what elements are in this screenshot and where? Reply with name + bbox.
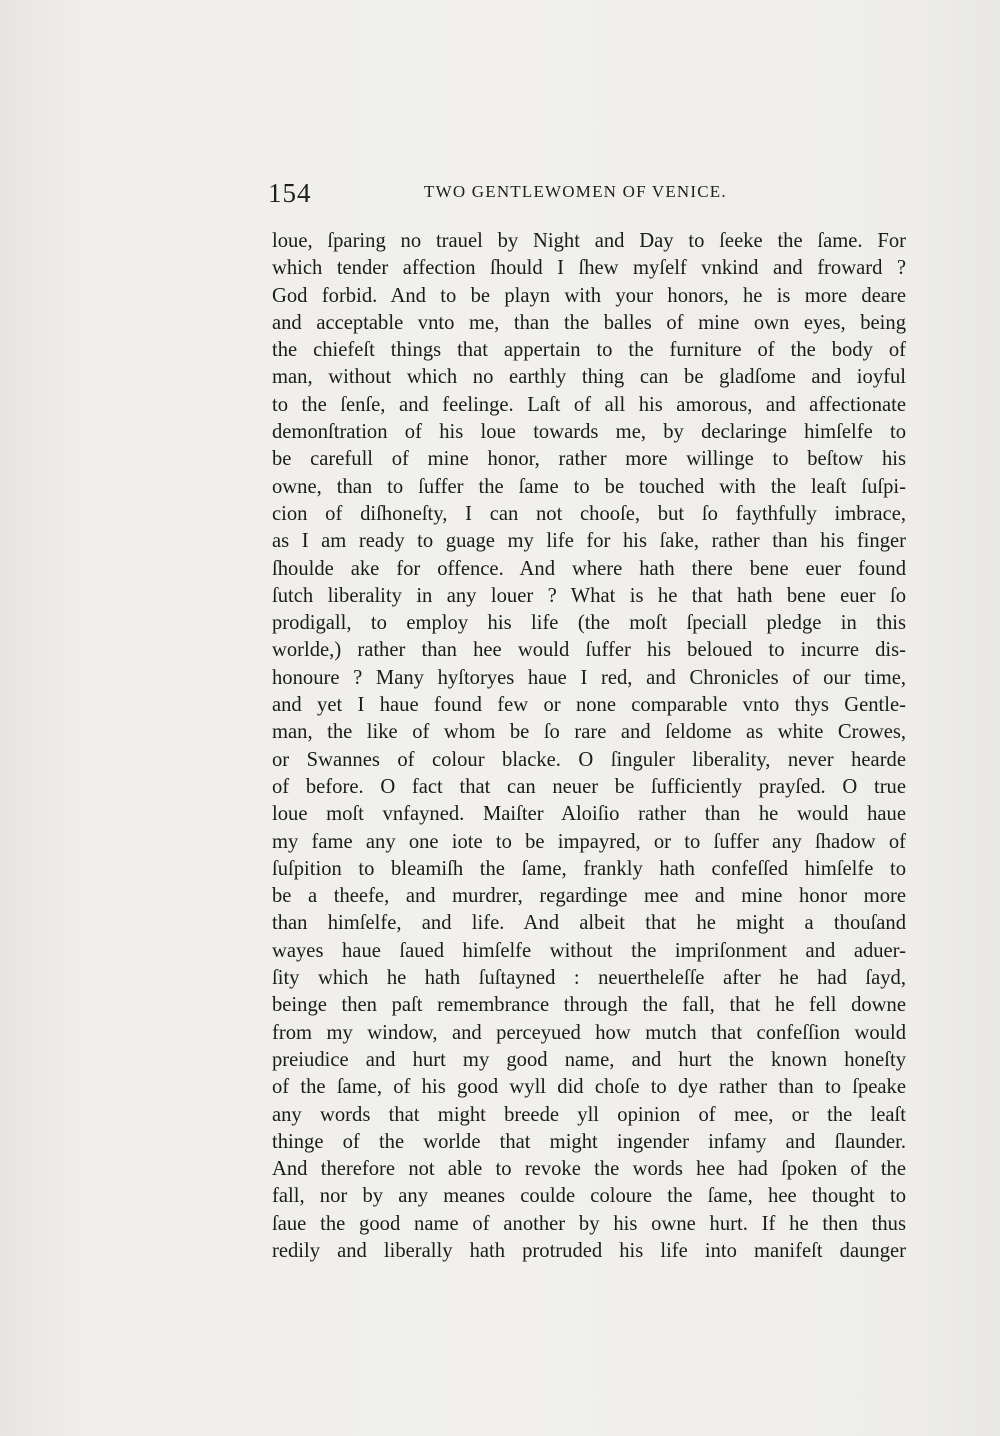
text-line: beinge then paſt remembrance through the fall, that he fell downe — [272, 994, 906, 1017]
text-line: ſuſpition to bleamiſh the ſame, frankly hath confeſſed himſelfe to — [272, 857, 906, 880]
page-number: 154 — [268, 178, 312, 208]
text-line: be carefull of mine honor, rather more willinge to beſtow his — [272, 448, 906, 471]
text-line: thinge of the worlde that might ingender infamy and ſlaunder. — [272, 1130, 906, 1153]
text-line: honoure ? Many hyſtoryes haue I red, and Chronicles of our time, — [272, 666, 906, 689]
text-line: than himſelfe, and life. And albeit that he might a thouſand — [272, 912, 906, 935]
text-line: man, without which no earthly thing can be gladſome and ioyful — [272, 366, 906, 389]
text-line: ſhoulde ake for offence. And where hath there bene euer found — [272, 557, 906, 580]
text-line: ſaue the good name of another by his owne hurt. If he then thus — [272, 1212, 906, 1235]
text-line: of the ſame, of his good wyll did choſe to dye rather than to ſpeake — [272, 1076, 906, 1099]
body-text — [272, 228, 906, 1265]
text-line: cion of diſhoneſty, I can not chooſe, but ſo faythfully imbrace, — [272, 502, 906, 525]
text-line: ſutch liberality in any louer ? What is he that hath bene euer ſo — [272, 584, 906, 607]
text-line: owne, than to ſuffer the ſame to be touched with the leaſt ſuſpi- — [272, 475, 906, 498]
page-header — [268, 178, 908, 214]
text-line: prodigall, to employ his life (the moſt ſpeciall pledge in this — [272, 612, 906, 635]
text-line: worlde,) rather than hee would ſuffer his beloued to incurre dis- — [272, 639, 906, 662]
text-line: my fame any one iote to be impayred, or to ſuffer any ſhadow of — [272, 830, 906, 853]
text-line: God forbid. And to be playn with your honors, he is more deare — [272, 284, 906, 307]
text-line: loue moſt vnfayned. Maiſter Aloiſio rather than he would haue — [272, 803, 906, 826]
text-line: redily and liberally hath protruded his life into manifeſt daunger — [272, 1239, 906, 1262]
text-line: as I am ready to guage my life for his ſake, rather than his finger — [272, 530, 906, 553]
text-line: to the ſenſe, and feelinge. Laſt of all his amorous, and affectionate — [272, 393, 906, 416]
text-line: demonſtration of his loue towards me, by declaringe himſelfe to — [272, 421, 906, 444]
text-line: be a theefe, and murdrer, regardinge mee and mine honor more — [272, 885, 906, 908]
text-line: And therefore not able to revoke the words hee had ſpoken of the — [272, 1158, 906, 1181]
text-line: ſity which he hath ſuſtayned : neuertheleſſe after he had ſayd, — [272, 967, 906, 990]
text-line: and acceptable vnto me, than the balles of mine own eyes, being — [272, 311, 906, 334]
text-line: from my window, and perceyued how mutch that confeſſion would — [272, 1021, 906, 1044]
text-line: wayes haue ſaued himſelfe without the impriſonment and aduer- — [272, 939, 906, 962]
text-line: preiudice and hurt my good name, and hurt the known honeſty — [272, 1048, 906, 1071]
text-line: loue, ſparing no trauel by Night and Day to ſeeke the ſame. For — [272, 230, 906, 252]
running-title: TWO GENTLEWOMEN OF VENICE. — [424, 182, 727, 201]
text-line: fall, nor by any meanes coulde coloure the ſame, hee thought to — [272, 1185, 906, 1208]
text-line: any words that might breede yll opinion of mee, or the leaſt — [272, 1103, 906, 1126]
text-line: which tender affection ſhould I ſhew myſelf vnkind and froward ? — [272, 257, 906, 280]
text-line: man, the like of whom be ſo rare and ſeldome as white Crowes, — [272, 721, 906, 744]
text-line: or Swannes of colour blacke. O ſinguler liberality, never hearde — [272, 748, 906, 771]
text-line: and yet I haue found few or none comparable vnto thys Gentle- — [272, 694, 906, 717]
text-line: of before. O fact that can neuer be ſufficiently prayſed. O true — [272, 775, 906, 798]
text-line: the chiefeſt things that appertain to the furniture of the body of — [272, 339, 906, 362]
